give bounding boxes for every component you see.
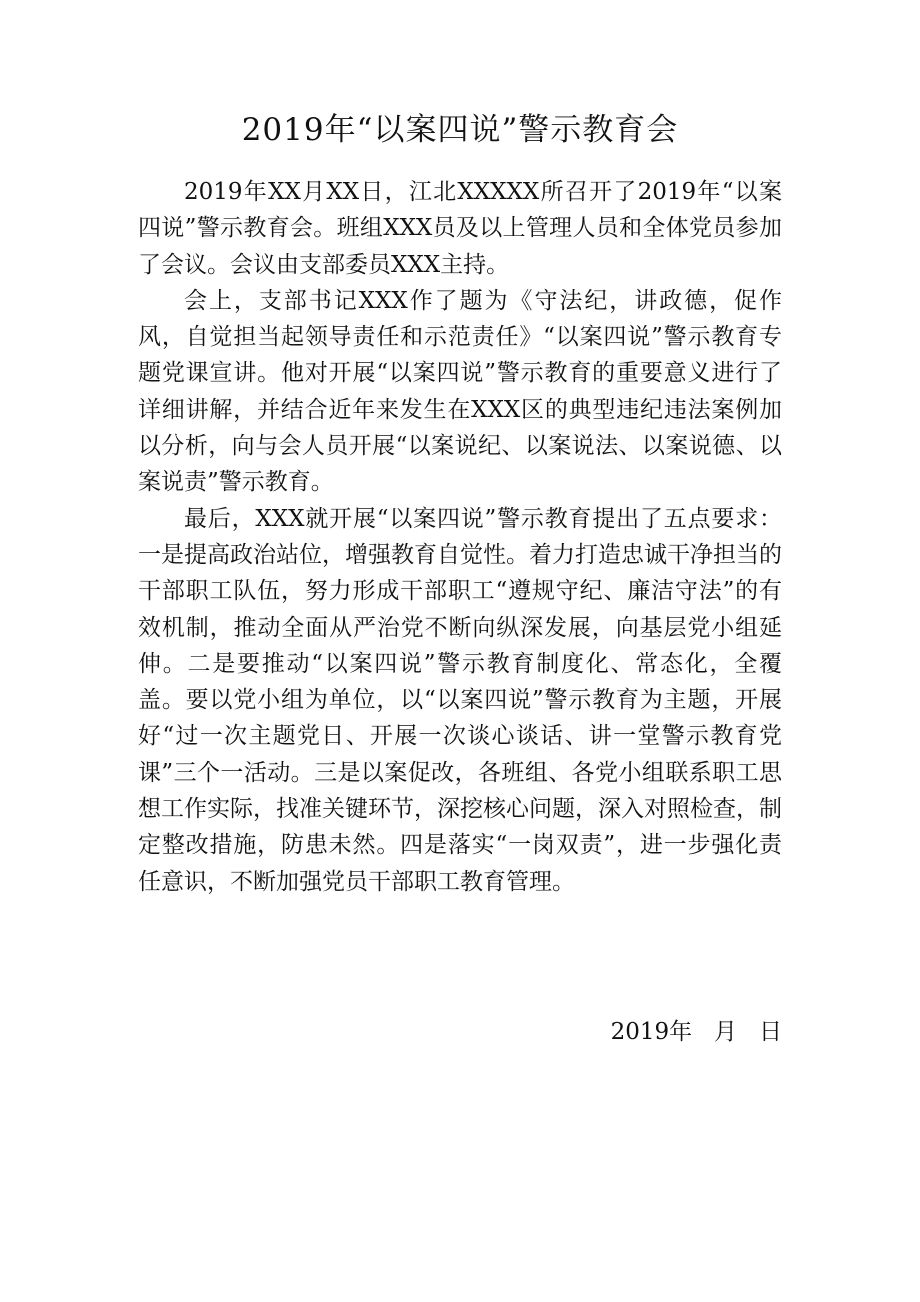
document-body [138,174,782,900]
document-title: 2019年“以案四说”警示教育会 [241,112,679,148]
paragraph-party-lecture: 会上，支部书记XXX作了题为《守法纪，讲政德，促作风，自觉担当起领导责任和示范责任》“以案四说”警示教育专题党课宣讲。他对开展“以案四说”警示教育的重要意义进行了详细讲解，并结合近年来发生在XXX区的典型违纪违法案例加以分析，向与会人员开展“以案说纪、以案说法、以案说德、以案说责”警示教育。 [138,287,782,496]
document-date: 2019年 月 日 [610,1019,782,1045]
paragraph-five-requirements: 最后，XXX就开展“以案四说”警示教育提出了五点要求：一是提高政治站位，增强教育自觉性。着力打造忠诚干净担当的干部职工队伍，努力形成干部职工“遵规守纪、廉洁守法”的有效机制，推动全面从严治党不断向纵深发展，向基层党小组延伸。二是要推动“以案四说”警示教育制度化、常态化，全覆盖。要以党小组为单位，以“以案四说”警示教育为主题，开展好“过一次主题党日、开展一次谈心谈话、讲一堂警示教育党课”三个一活动。三是以案促改，各班组、各党小组联系职工思想工作实际，找准关键环节，深挖核心问题，深入对照检查，制定整改措施，防患未然。四是落实“一岗双责”，进一步强化责任意识，不断加强党员干部职工教育管理。 [138,505,782,895]
paragraph-meeting-intro: 2019年XX月XX日，江北XXXXX所召开了2019年“以案四说”警示教育会。班组XXX员及以上管理人员和全体党员参加了会议。会议由支部委员XXX主持。 [138,179,782,278]
